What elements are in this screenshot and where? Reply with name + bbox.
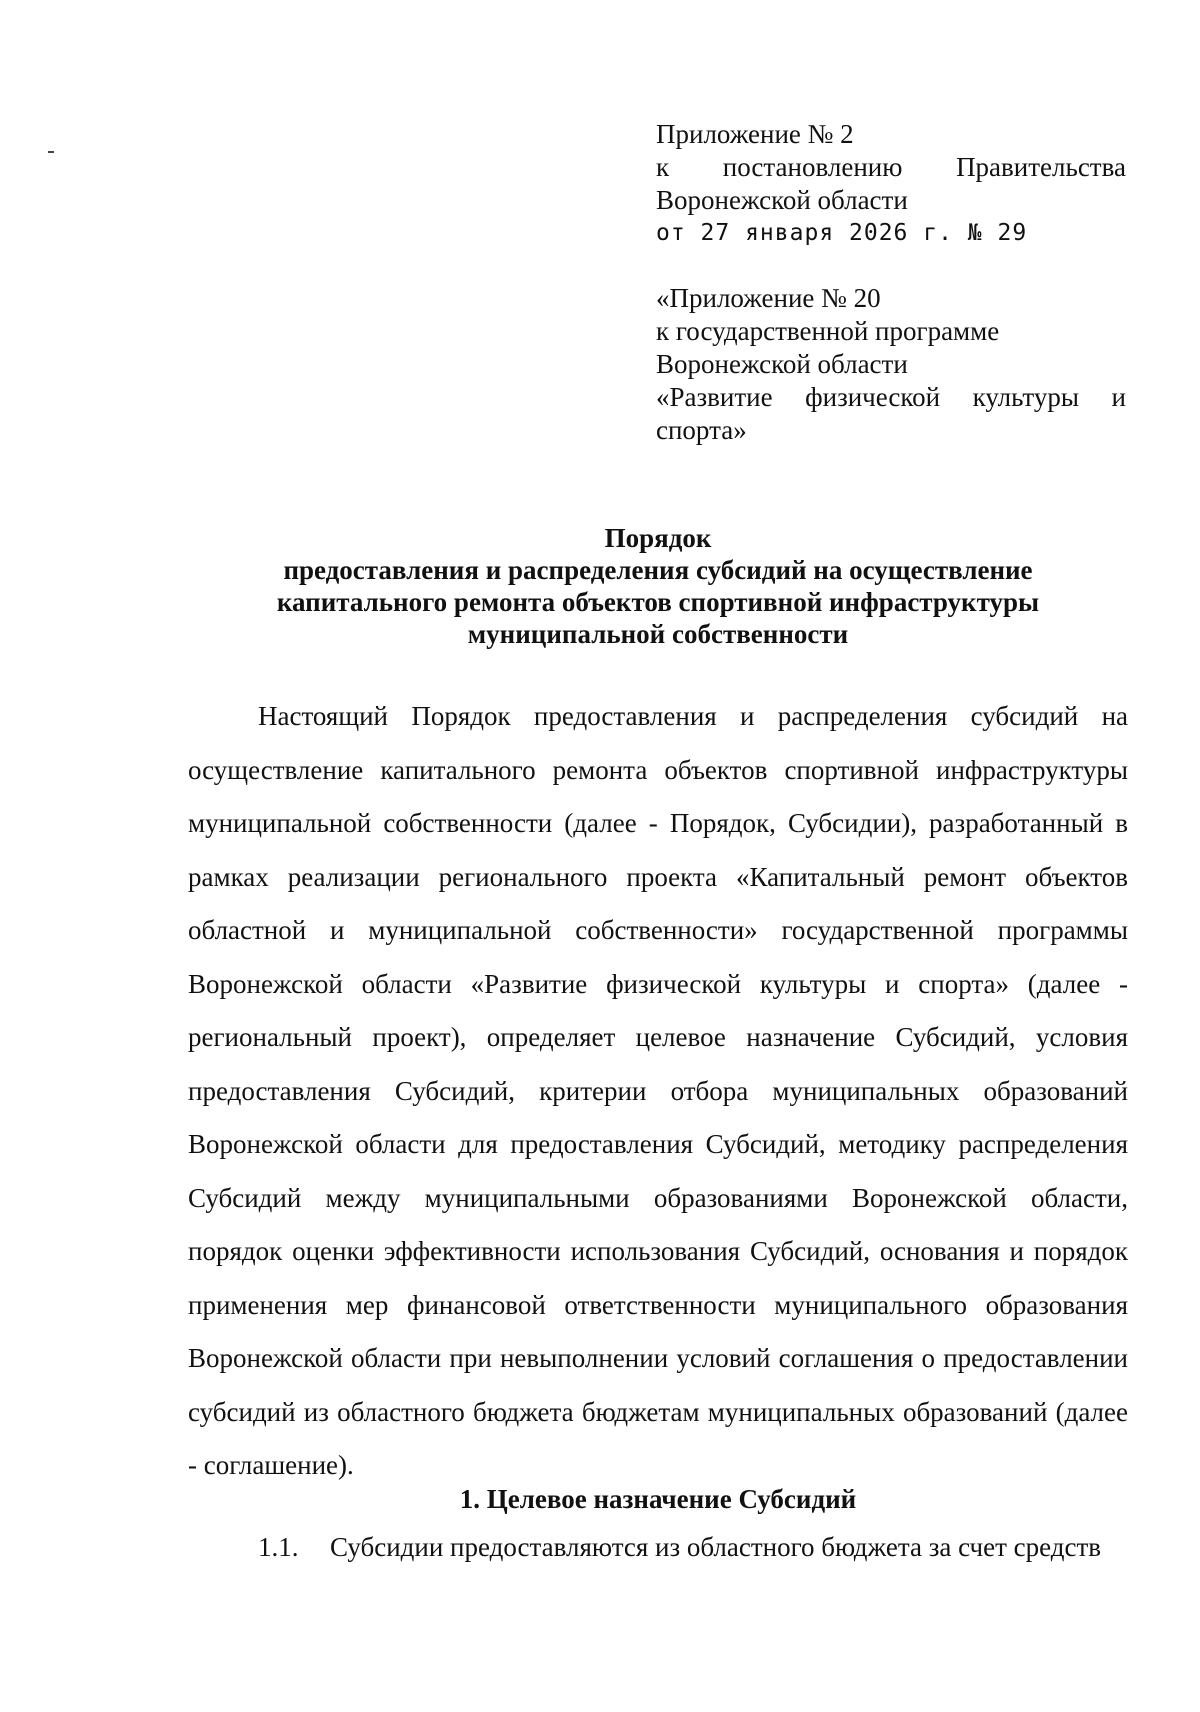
annex-word: Правительства <box>956 152 1126 182</box>
annex-date-number: от 27 января 2026 г. № 29 <box>656 220 1028 246</box>
title-line: предоставления и распределения субсидий на осуществление <box>283 555 1033 585</box>
title-line: капитального ремонта объектов спортивной инфраструктуры <box>276 587 1040 617</box>
program-word: культуры <box>972 382 1080 412</box>
annex-to-resolution <box>656 151 1126 184</box>
scan-speck <box>48 151 54 153</box>
annex-header <box>656 118 1126 250</box>
annex-word: к <box>656 152 670 182</box>
program-annex-to: к государственной программе <box>656 316 1000 346</box>
annex-word: постановлению <box>722 152 903 182</box>
program-annex-region: Воронежской области <box>656 349 908 379</box>
intro-paragraph: Настоящий Порядок предоставления и распределения субсидий на осуществление капитального ремонта объектов спортивной инфраструктуры муниципальной собственности (далее - Порядок, Субсидии), разработанный в рамках реализации регионального проекта «Капитальный ремонт объектов областной и муниципальной собственности» государственной программы Воронежской области «Развитие физической культуры и спорта» (далее - региональный проект), определяет целевое назначение Субсидий, условия предоставления Субсидий, критерии отбора муниципальных образований Воронежской области для предоставления Субсидий, методику распределения Субсидий между муниципальными образованиями Воронежской области, порядок оценки эффективности использования Субсидий, основания и порядок применения мер финансовой ответственности муниципального образования Воронежской области при невыполнении условий соглашения о предоставлении субсидий из областного бюджета бюджетам муниципальных образований (далее - соглашение). <box>188 701 1128 1480</box>
clause-1-1 <box>258 1530 1128 1564</box>
title-line: Порядок <box>604 523 712 553</box>
annex-region: Воронежской области <box>656 185 908 215</box>
program-word: и <box>1111 382 1126 412</box>
program-annex-name <box>656 381 1126 414</box>
program-annex-name-end: спорта» <box>656 415 747 445</box>
program-word: «Развитие <box>656 382 773 412</box>
clause-text: Субсидии предоставляются из областного бюджета за счет средств <box>330 1532 1102 1562</box>
document-title <box>188 522 1128 650</box>
program-word: физической <box>805 382 941 412</box>
annex-number: Приложение № 2 <box>656 119 854 149</box>
section-heading: 1. Целевое назначение Субсидий <box>459 1484 857 1514</box>
program-annex-header <box>656 282 1126 447</box>
program-annex-number: «Приложение № 20 <box>656 283 881 313</box>
clause-number: 1.1. <box>258 1532 299 1562</box>
title-line: муниципальной собственности <box>467 619 849 649</box>
